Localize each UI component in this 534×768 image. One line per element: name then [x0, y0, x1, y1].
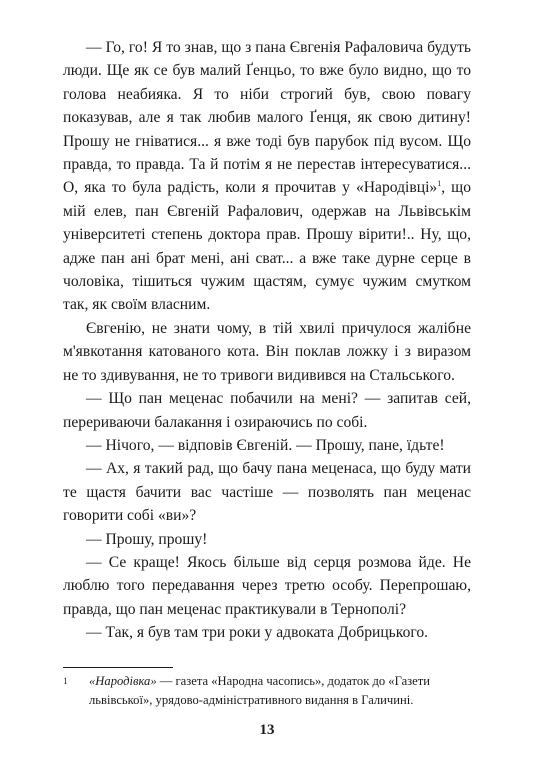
page-body — [63, 36, 471, 645]
paragraph-2: Євгенію, не знати чому, в тій хвилі причулося жалібне м'явкотання катованого кота. Він поклав ложку і з виразом не то здивування, не то тривоги видивився на Стальського. — [63, 319, 471, 384]
paragraph-1-text: — Го, го! Я то знав, що з пана Євгенія Рафаловича будуть люди. Ще як се був малий Ґенцьо, то вже було видно, що то голова неабияка. Я то ніби строгий був, свою повагу показував, але я так любив малого Ґенця, як свою дитину! Прошу не гніватися... я вже тоді був парубок під вусом. Що правда, то правда. Та й потім я не перестав інтересуватися... О, яка то була радість, коли я прочитав у «Народівці» — [63, 39, 471, 197]
paragraph-4: — Нічого, — відповів Євгеній. — Прошу, пане, їдьте! — [86, 436, 445, 454]
paragraph-7: — Се краще! Якось більше від серця розмова йде. Не люблю того передавання через третю особу. Перепрошаю, правда, що пан меценас практикували в Тернополі? — [63, 553, 471, 618]
footnote-mark: 1 — [63, 676, 68, 686]
paragraph-3: — Що пан меценас побачили на мені? — запитав сей, перериваючи балакання і озираючись по собі. — [63, 390, 471, 431]
footnote-divider — [63, 667, 173, 668]
paragraph-5: — Ах, я такий рад, що бачу пана меценаса, що буду мати те щастя бачити вас частіше — позволять пан меценас говорити собі «ви»? — [63, 460, 471, 525]
footnote — [63, 672, 471, 710]
footnote-term: «Народівка» — [89, 674, 157, 688]
footnote-text: — газета «Народна часопись», додаток до «Газети львівської», урядово-адміністративного видання в Галичині. — [89, 674, 430, 707]
paragraph-1 — [63, 36, 471, 317]
page-number: 13 — [259, 722, 275, 738]
paragraph-1-text-after: , що мій елев, пан Євгеній Рафалович, одержав на Львівськім університеті степень доктора прав. Прошу вірити!.. Ну, що, адже пан ані брат мені, ані сват... а вже таке дурне серце в чоловіка, тішиться чужим щастям, сумує чужим смутком так, як своїм власним. — [63, 179, 471, 314]
paragraph-6: — Прошу, прошу! — [86, 530, 208, 548]
paragraph-8: — Так, я був там три роки у адвоката Добрицького. — [86, 624, 429, 642]
footnote-reference[interactable]: 1 — [437, 179, 442, 189]
footnote-body — [89, 672, 471, 710]
